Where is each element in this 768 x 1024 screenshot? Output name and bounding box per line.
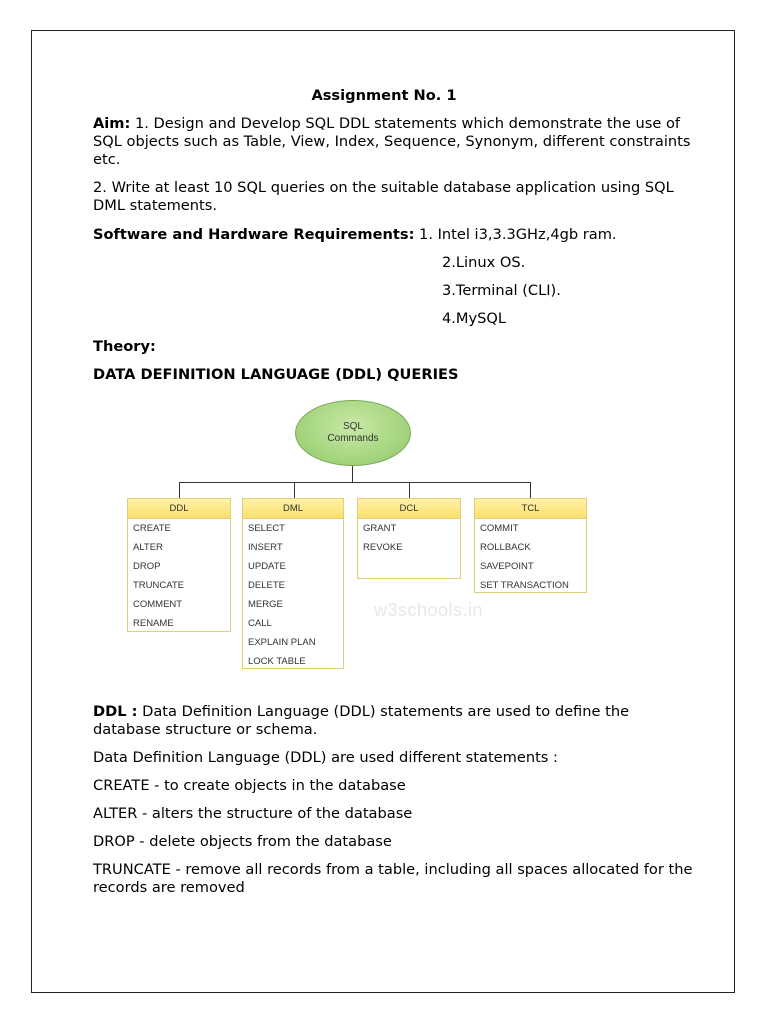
requirement-item-3: 3.Terminal (CLI). bbox=[442, 282, 561, 299]
ddl-item: ALTER bbox=[133, 542, 163, 553]
ddl-definition bbox=[93, 703, 693, 739]
dcl-header: DCL bbox=[358, 499, 460, 519]
requirement-item-1: 1. Intel i3,3.3GHz,4gb ram. bbox=[419, 226, 617, 243]
ddl-header: DDL bbox=[128, 499, 230, 519]
page-title: Assignment No. 1 bbox=[311, 87, 457, 104]
ddl-item: CREATE bbox=[133, 523, 171, 534]
tcl-item: SAVEPOINT bbox=[480, 561, 534, 572]
tcl-item: SET TRANSACTION bbox=[480, 580, 569, 591]
dml-item: CALL bbox=[248, 618, 272, 629]
aim-paragraph bbox=[93, 115, 693, 169]
tcl-item: COMMIT bbox=[480, 523, 519, 534]
dml-item: LOCK TABLE bbox=[248, 656, 306, 667]
dml-header: DML bbox=[243, 499, 343, 519]
ddl-intro: Data Definition Language (DDL) are used different statements : bbox=[93, 749, 558, 766]
dml-item: SELECT bbox=[248, 523, 285, 534]
aim-label: Aim: bbox=[93, 115, 131, 132]
ddl-item: COMMENT bbox=[133, 599, 183, 610]
ddl-item: RENAME bbox=[133, 618, 174, 629]
requirement-item-2: 2.Linux OS. bbox=[442, 254, 526, 271]
ddl-item: DROP bbox=[133, 561, 161, 572]
ddl-statement-truncate: TRUNCATE - remove all records from a table, including all spaces allocated for the records are removed bbox=[93, 861, 693, 896]
aim-text-1: 1. Design and Develop SQL DDL statements which demonstrate the use of SQL objects such as Table, View, Index, Sequence, Synonym, different constraints etc. bbox=[93, 115, 691, 168]
ddl-statement-create: CREATE - to create objects in the database bbox=[93, 777, 406, 794]
requirements-label: Software and Hardware Requirements: bbox=[93, 226, 415, 243]
watermark: w3schools.in bbox=[374, 600, 484, 620]
ddl-definition-text: Data Definition Language (DDL) statements are used to define the database structure or schema. bbox=[93, 703, 630, 738]
tcl-header: TCL bbox=[475, 499, 586, 519]
ddl-item: TRUNCATE bbox=[133, 580, 185, 591]
ddl-label: DDL : bbox=[93, 703, 138, 720]
dml-item: EXPLAIN PLAN bbox=[248, 637, 316, 648]
dcl-item: REVOKE bbox=[363, 542, 403, 553]
dml-item: UPDATE bbox=[248, 561, 286, 572]
requirements-paragraph bbox=[93, 226, 693, 244]
ddl-statement-alter: ALTER - alters the structure of the database bbox=[93, 805, 413, 822]
theory-label: Theory: bbox=[93, 338, 156, 355]
root-label-line1: SQL bbox=[342, 421, 363, 432]
dml-item: DELETE bbox=[248, 580, 285, 591]
tcl-item: ROLLBACK bbox=[480, 542, 531, 553]
aim-text-2: 2. Write at least 10 SQL queries on the suitable database application using SQL DML statements. bbox=[93, 179, 674, 214]
requirement-item-4: 4.MySQL bbox=[442, 310, 507, 327]
dcl-item: GRANT bbox=[363, 523, 397, 534]
root-label-line2: Commands bbox=[327, 433, 379, 444]
ddl-statement-drop: DROP - delete objects from the database bbox=[93, 833, 392, 850]
dml-item: MERGE bbox=[248, 599, 283, 610]
dml-item: INSERT bbox=[248, 542, 283, 553]
section-heading: DATA DEFINITION LANGUAGE (DDL) QUERIES bbox=[93, 366, 459, 383]
